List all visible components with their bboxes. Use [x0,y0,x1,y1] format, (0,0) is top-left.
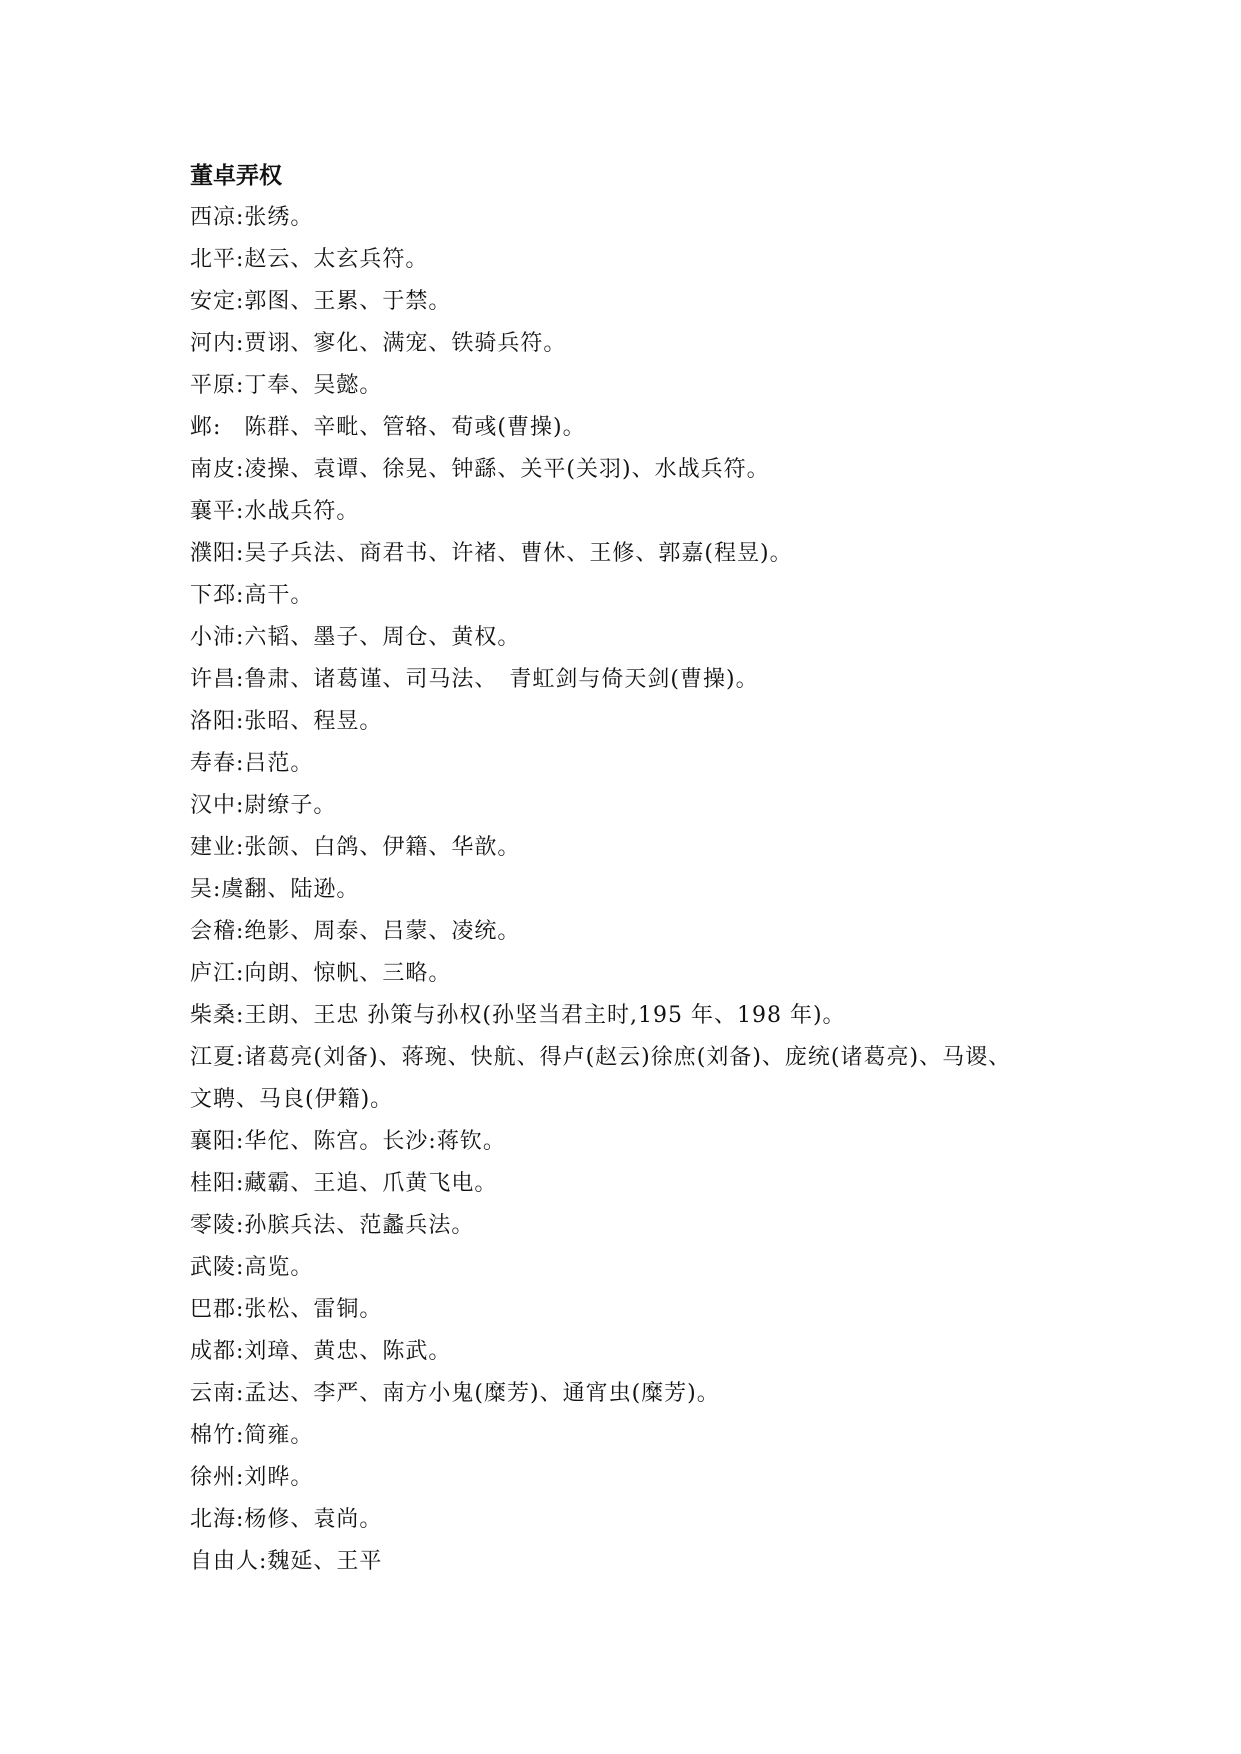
text-line: 文聘、马良(伊籍)。 [190,1087,394,1112]
text-line: 武陵:高览。 [190,1255,314,1280]
text-line: 棉竹:简雍。 [190,1423,314,1448]
text-line: 安定:郭图、王累、于禁。 [190,289,452,314]
text-line: 成都:刘璋、黄忠、陈武。 [190,1339,452,1364]
text-line: 汉中:尉缭子。 [190,793,337,818]
text-line: 桂阳:藏霸、王追、爪黄飞电。 [190,1171,498,1196]
text-line: 寿春:吕范。 [190,751,314,776]
text-line: 小沛:六韬、墨子、周仓、黄权。 [190,625,521,650]
text-line: 许昌:鲁肃、诸葛谨、司马法、 青虹剑与倚天剑(曹操)。 [190,667,759,692]
text-line: 徐州:刘晔。 [190,1465,314,1490]
text-line: 平原:丁奉、吴懿。 [190,373,383,398]
text-line: 庐江:向朗、惊帆、三略。 [190,961,452,986]
text-line: 自由人:魏延、王平 [190,1549,383,1574]
text-line: 濮阳:吴子兵法、商君书、许褚、曹休、王修、郭嘉(程昱)。 [190,541,793,566]
text-line: 会稽:绝影、周泰、吕蒙、凌统。 [190,919,521,944]
text-line: 下邳:高干。 [190,583,314,608]
text-line: 北海:杨修、袁尚。 [190,1507,383,1532]
text-line: 邺: 陈群、辛毗、管辂、荀彧(曹操)。 [190,415,586,440]
text-line: 建业:张颌、白鸽、伊籍、华歆。 [190,835,521,860]
text-line: 巴郡:张松、雷铜。 [190,1297,383,1322]
text-line: 柴桑:王朗、王忠 孙策与孙权(孙坚当君主时,195 年、198 年)。 [190,1003,846,1028]
text-line: 南皮:凌操、袁谭、徐晃、钟繇、关平(关羽)、水战兵符。 [190,457,770,482]
text-line: 洛阳:张昭、程昱。 [190,709,383,734]
text-line: 襄平:水战兵符。 [190,499,360,524]
document-body [190,155,1090,1583]
text-line: 零陵:孙膑兵法、范蠡兵法。 [190,1213,475,1238]
text-line: 吴:虞翻、陆逊。 [190,877,360,902]
text-line: 江夏:诸葛亮(刘备)、蒋琬、快航、得卢(赵云)徐庶(刘备)、庞统(诸葛亮)、马谡、 [190,1045,1012,1070]
document-title: 董卓弄权 [190,162,282,189]
text-line: 河内:贾诩、寥化、满宠、铁骑兵符。 [190,331,567,356]
text-line: 云南:孟达、李严、南方小鬼(糜芳)、通宵虫(糜芳)。 [190,1381,720,1406]
text-line: 西凉:张绣。 [190,205,314,230]
text-line: 北平:赵云、太玄兵符。 [190,247,429,272]
text-line: 襄阳:华佗、陈宫。长沙:蒋钦。 [190,1129,506,1154]
